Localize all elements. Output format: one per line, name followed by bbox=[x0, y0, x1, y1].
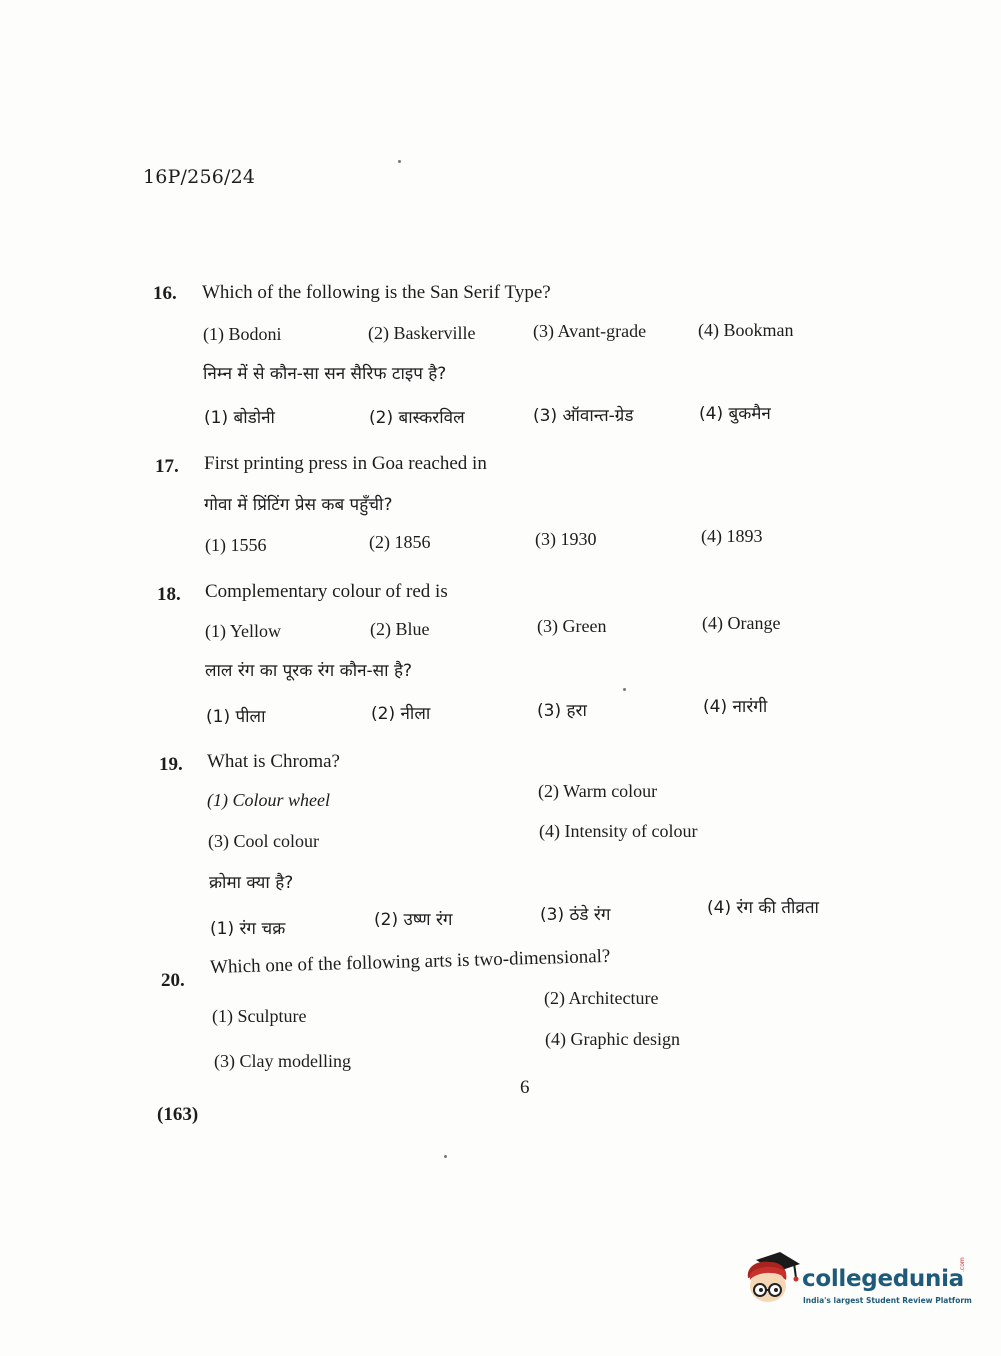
logo-name: collegedunia bbox=[802, 1266, 964, 1292]
question-number: 19. bbox=[159, 754, 183, 775]
question-text-hindi: गोवा में प्रिंटिंग प्रेस कब पहुँची? bbox=[204, 495, 393, 515]
logo-tagline: India's largest Student Review Platform bbox=[803, 1296, 972, 1305]
collegedunia-logo bbox=[742, 1250, 972, 1314]
option-2: (2) Blue bbox=[370, 619, 430, 639]
question-text-hindi: निम्न में से कौन-सा सन सैरिफ टाइप है? bbox=[203, 364, 447, 384]
option-4: (4) Orange bbox=[702, 613, 781, 633]
option-4: (4) Bookman bbox=[698, 320, 794, 340]
question-text: Complementary colour of red is bbox=[205, 581, 448, 602]
option-3: (3) 1930 bbox=[535, 529, 597, 549]
option-1: (1) Colour wheel bbox=[207, 790, 330, 810]
footer-code: (163) bbox=[157, 1104, 199, 1125]
option-4-hindi: (4) नारंगी bbox=[703, 697, 768, 717]
option-2-hindi: (2) उष्ण रंग bbox=[374, 910, 453, 930]
option-4-hindi: (4) बुकमैन bbox=[699, 404, 771, 424]
option-4: (4) Graphic design bbox=[545, 1029, 680, 1049]
scan-speck bbox=[444, 1155, 447, 1158]
question-number: 20. bbox=[161, 970, 185, 991]
option-4: (4) 1893 bbox=[701, 526, 763, 546]
option-1-hindi: (1) बोडोनी bbox=[204, 408, 275, 428]
option-1: (1) Sculpture bbox=[212, 1006, 307, 1026]
option-2: (2) Architecture bbox=[544, 988, 659, 1008]
option-3: (3) Avant-grade bbox=[533, 321, 647, 341]
option-4: (4) Intensity of colour bbox=[539, 821, 698, 841]
question-text: What is Chroma? bbox=[207, 751, 340, 772]
page-number: 6 bbox=[520, 1077, 530, 1098]
question-number: 18. bbox=[157, 584, 181, 605]
question-number: 16. bbox=[153, 283, 177, 304]
scan-speck bbox=[398, 160, 401, 163]
option-2: (2) 1856 bbox=[369, 532, 431, 552]
option-2: (2) Warm colour bbox=[538, 781, 658, 801]
paper-code: 16P/256/24 bbox=[143, 166, 256, 188]
mascot-icon bbox=[742, 1250, 800, 1308]
option-1: (1) Yellow bbox=[205, 621, 282, 641]
option-3-hindi: (3) ठंडे रंग bbox=[540, 905, 611, 925]
option-3: (3) Green bbox=[537, 616, 607, 636]
question-text: Which one of the following arts is two-dimensional? bbox=[209, 945, 611, 978]
question-number: 17. bbox=[155, 456, 179, 477]
option-3: (3) Clay modelling bbox=[214, 1051, 351, 1071]
option-3: (3) Cool colour bbox=[208, 831, 319, 851]
option-2-hindi: (2) नीला bbox=[371, 704, 431, 724]
option-3-hindi: (3) हरा bbox=[537, 701, 587, 721]
question-text: First printing press in Goa reached in bbox=[204, 453, 487, 474]
option-4-hindi: (4) रंग की तीव्रता bbox=[707, 898, 819, 918]
option-1-hindi: (1) रंग चक्र bbox=[210, 919, 286, 939]
option-2-hindi: (2) बास्करविल bbox=[369, 408, 465, 428]
option-1-hindi: (1) पीला bbox=[206, 707, 266, 727]
question-text-hindi: क्रोमा क्या है? bbox=[209, 873, 294, 893]
option-2: (2) Baskerville bbox=[368, 323, 476, 343]
option-1: (1) 1556 bbox=[205, 535, 267, 555]
scan-speck bbox=[623, 688, 626, 691]
question-text: Which of the following is the San Serif Type? bbox=[202, 282, 551, 303]
question-text-hindi: लाल रंग का पूरक रंग कौन-सा है? bbox=[205, 661, 413, 681]
option-3-hindi: (3) ऑवान्त-ग्रेड bbox=[533, 406, 634, 426]
logo-suffix: .com bbox=[959, 1257, 966, 1272]
option-1: (1) Bodoni bbox=[203, 324, 282, 344]
